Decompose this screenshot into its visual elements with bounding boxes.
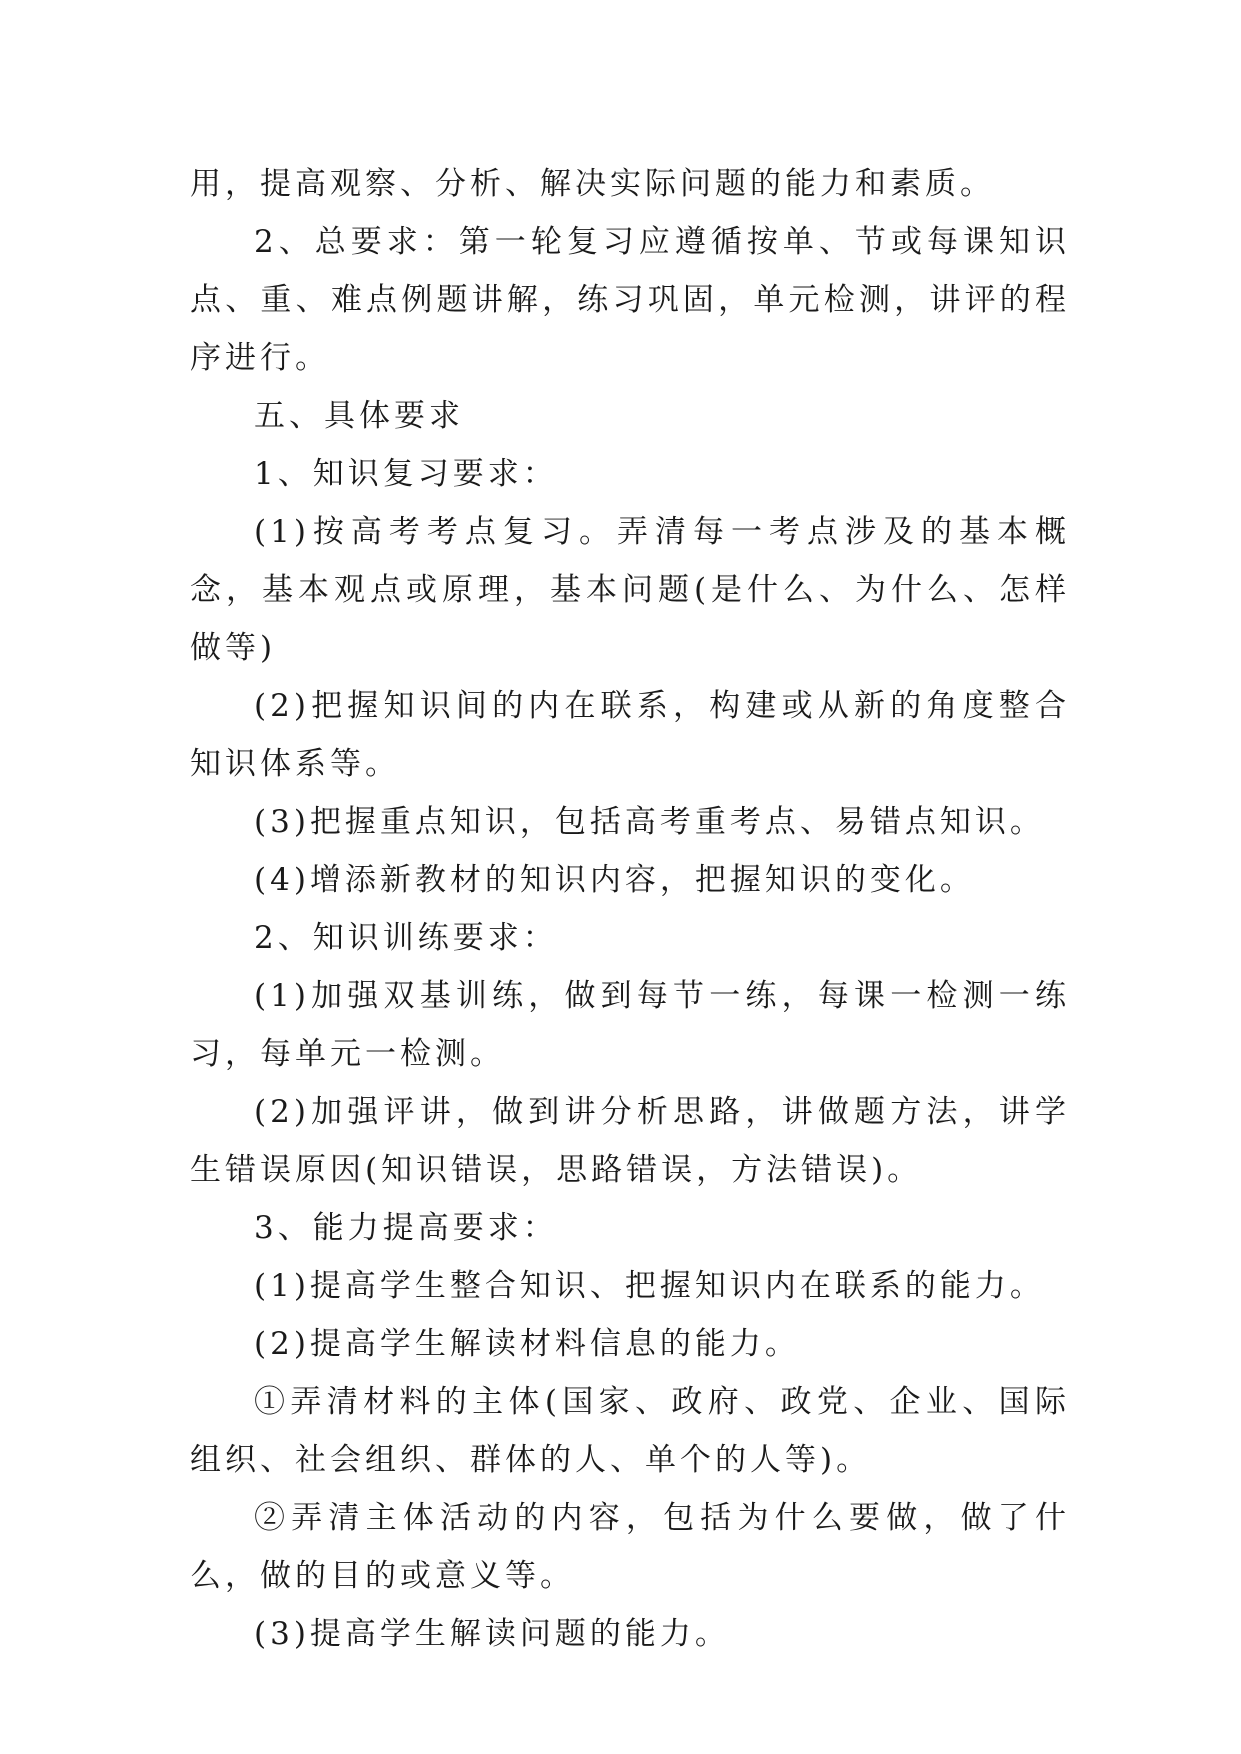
list-item: (1)按高考考点复习。弄清每一考点涉及的基本概念，基本观点或原理，基本问题(是什么、为什么、怎样做等) (190, 514, 1070, 666)
document-body (190, 155, 1070, 1663)
section-heading: 五、具体要求 (254, 398, 464, 434)
subsection-heading: 2、知识训练要求： (254, 920, 558, 956)
list-item: ②弄清主体活动的内容，包括为什么要做，做了什么，做的目的或意义等。 (190, 1500, 1070, 1594)
list-item: (2)加强评讲，做到讲分析思路，讲做题方法，讲学生错误原因(知识错误，思路错误，方法错误)。 (190, 1094, 1070, 1188)
paragraph: 2、总要求：第一轮复习应遵循按单、节或每课知识点、重、难点例题讲解，练习巩固，单元检测，讲评的程序进行。 (190, 224, 1070, 376)
list-item: (2)把握知识间的内在联系，构建或从新的角度整合知识体系等。 (190, 688, 1070, 782)
list-item: ①弄清材料的主体(国家、政府、政党、企业、国际组织、社会组织、群体的人、单个的人等)。 (190, 1384, 1070, 1478)
list-item: (3)提高学生解读问题的能力。 (254, 1616, 730, 1652)
list-item: (1)提高学生整合知识、把握知识内在联系的能力。 (254, 1268, 1045, 1304)
list-item: (1)加强双基训练，做到每节一练，每课一检测一练习，每单元一检测。 (190, 978, 1070, 1072)
list-item: (3)把握重点知识，包括高考重考点、易错点知识。 (254, 804, 1045, 840)
list-item: (2)提高学生解读材料信息的能力。 (254, 1326, 800, 1362)
subsection-heading: 1、知识复习要求： (254, 456, 558, 492)
paragraph: 用，提高观察、分析、解决实际问题的能力和素质。 (190, 166, 995, 202)
subsection-heading: 3、能力提高要求： (254, 1210, 558, 1246)
list-item: (4)增添新教材的知识内容，把握知识的变化。 (254, 862, 975, 898)
